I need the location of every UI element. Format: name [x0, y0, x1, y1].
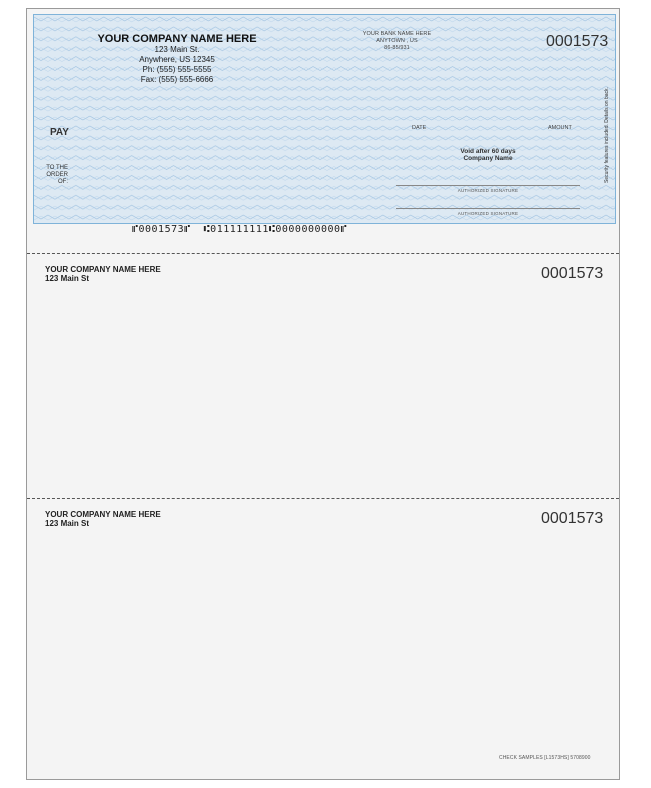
void-notice [444, 148, 532, 162]
perforation-2 [27, 498, 619, 499]
security-features-note [602, 73, 612, 183]
stub2-check-number: 0001573 [541, 510, 604, 527]
date-label: DATE [412, 125, 427, 131]
bank-city: ANYTOWN , US [376, 38, 418, 44]
void-after-text: Void after 60 days [460, 148, 516, 155]
bank-block [348, 31, 446, 52]
check-company-name: YOUR COMPANY NAME HERE [97, 33, 257, 45]
tto-line-3: OF: [58, 179, 68, 185]
stub2-address: 123 Main St [45, 519, 90, 528]
signature-rule-1 [396, 185, 580, 186]
perforation-1 [27, 253, 619, 254]
check-company-city: Anywhere, US 12345 [139, 55, 215, 64]
bank-routing-fraction: 86-85/931 [384, 45, 410, 51]
check-company-fax: Fax: (555) 555-6666 [140, 75, 214, 84]
stub1-address: 123 Main St [45, 274, 90, 283]
pay-label: PAY [50, 127, 69, 138]
signature-label-2: AUTHORIZED SIGNATURE [457, 211, 519, 216]
check-sheet [26, 8, 620, 780]
signature-label-1: AUTHORIZED SIGNATURE [457, 188, 519, 193]
void-company-name: Company Name [463, 155, 513, 162]
to-the-order-of-label [44, 165, 68, 186]
stub2-company [45, 510, 161, 528]
footer-sample-code: CHECK SAMPLES [L1573HS] 5708900 [499, 755, 591, 761]
signature-line-1 [396, 185, 580, 193]
check-company-address: 123 Main St. [154, 45, 200, 54]
stub1-check-number: 0001573 [541, 265, 604, 282]
check-face [33, 14, 616, 224]
check-number: 0001573 [546, 33, 609, 50]
security-features-text: Security features included. Details on back. [604, 87, 610, 183]
tto-line-2: ORDER [46, 172, 68, 178]
stub1-company-name: YOUR COMPANY NAME HERE [45, 265, 161, 274]
check-company-block [92, 34, 262, 85]
bank-name: YOUR BANK NAME HERE [362, 31, 432, 37]
signature-line-2 [396, 208, 580, 216]
stub1-company [45, 265, 161, 283]
signature-rule-2 [396, 208, 580, 209]
check-company-phone: Ph: (555) 555-5555 [142, 65, 212, 74]
micr-line: ⑈0001573⑈ ⑆011111111⑆0000000000⑈ [132, 224, 348, 235]
amount-label: AMOUNT [548, 125, 572, 131]
tto-line-1: TO THE [46, 165, 68, 171]
stub2-company-name: YOUR COMPANY NAME HERE [45, 510, 161, 519]
